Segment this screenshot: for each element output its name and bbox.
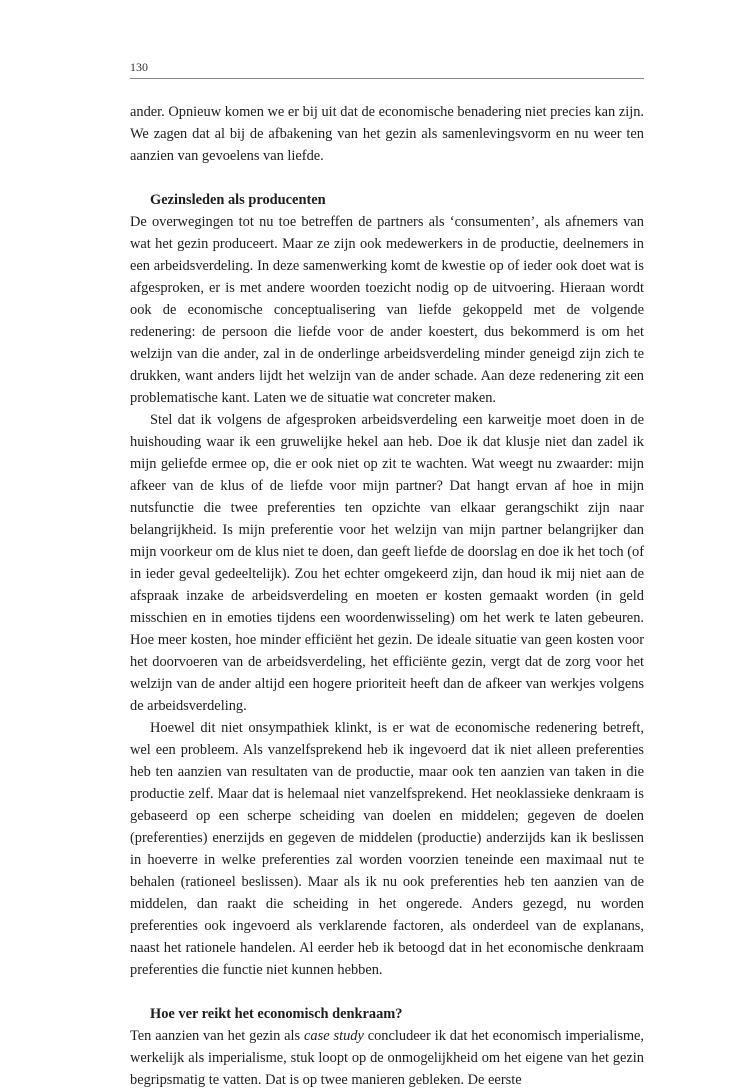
- section-heading-producers: Gezinsleden als producenten: [150, 192, 326, 208]
- paragraph-example: Stel dat ik volgens de afgesproken arbeidsverdeling een karweitje moet doen in de huishouding waar ik een gruwelijke hekel aan heb. Doe ik dat klusje niet dan zadel ik mijn geliefde ermee op, die er ook niet op zit te wachten. Wat weegt nu zwaarder: mijn afkeer van de klus of de liefde voor mijn partner? Dat hangt ervan af hoe in mijn nutsfunctie die twee preferenties ten opzichte van elkaar gerangschikt zijn naar belangrijkheid. Is mijn preferentie voor het welzijn van mijn partner belangrijker dan mijn voorkeur om de klus niet te doen, dan geeft liefde de doorslag en doe ik het toch (of in ieder geval gedeeltelijk). Zou het echter omgekeerd zijn, dan houd ik mij niet aan de afspraak inzake de arbeidsverdeling en moeten er kosten gemaakt worden (in geld misschien en in emoties tijdens een woordenwisseling) om het werk te laten gebeuren. Hoe meer kosten, hoe minder efficiënt het gezin. De ideale situatie van geen kosten voor het doorvoeren van de arbeidsverdeling, het efficiënte gezin, vergt dat de zorg voor het welzijn van de ander altijd een hogere prioriteit heeft dan de afkeer van werkjes volgens de arbeidsverdeling.: [130, 412, 644, 714]
- paragraph-problem: Hoewel dit niet onsympathiek klinkt, is er wat de economische redenering betreft, wel een probleem. Als vanzelfsprekend heb ik ingevoerd dat ik niet alleen preferenties heb ten aanzien van resultaten van de productie, maar ook ten aanzien van taken in die productie zelf. Maar dat is helemaal niet vanzelfsprekend. Het neoklassieke denkraam is gebaseerd op een scherpe scheiding van doelen en middelen; gegeven de doelen (preferenties) enerzijds en gegeven de middelen (productie) anderzijds kan ik beslissen in hoeverre in welke preferenties zal worden voorzien teneinde een maximaal nut te behalen (rationeel beslissen). Maar als ik nu ook preferenties heb ten aanzien van de middelen, dan raakt die scheiding in het ongerede. Anders gezegd, nu worden preferenties ook ingevoerd als verklarende factoren, als onderdeel van de explanans, naast het rationele handelen. Al eerder heb ik betoogd dat in het economische denkraam preferenties die functie niet kunnen hebben.: [130, 720, 644, 978]
- paragraph-producers: De overwegingen tot nu toe betreffen de partners als ‘consumenten’, als afnemers van wat het gezin produceert. Maar ze zijn ook medewerkers in de productie, deelnemers in een arbeidsverdeling. In deze samenwerking komt de kwestie op of ieder ook doet wat is afgesproken, er is met andere woorden toezicht nodig op de uitvoering. Hieraan wordt ook de economische conceptualisering van liefde gekoppeld met de volgende redenering: de persoon die liefde voor de ander koestert, dus bekommerd is om het welzijn van die ander, zal in de onderlinge arbeidsverdeling minder geneigd zijn zich te drukken, want anders lijdt het welzijn van de ander schade. Aan deze redenering zit een problematische kant. Laten we de situatie wat concreter maken.: [130, 214, 644, 406]
- conclusion-text-start: Ten aanzien van het gezin als: [130, 1028, 305, 1044]
- paragraph-conclusion: [130, 1025, 644, 1091]
- paragraph-intro: ander. Opnieuw komen we er bij uit dat de economische benadering niet precies kan zijn. We zagen dat al bij de afbakening van het gezin als samenlevingsvorm en nu weer ten aanzien van gevoelens van liefde.: [130, 104, 644, 164]
- section-gap: [130, 981, 644, 1003]
- document-page: [130, 60, 644, 1091]
- section-gap: [130, 167, 644, 189]
- page-number: 130: [130, 60, 148, 74]
- conclusion-text-end: concludeer ik dat het economisch imperialisme, werkelijk als imperialisme, stuk loopt op de onmogelijkheid om het eigene van het gezin begripsmatig te vatten. Dat is op twee manieren gebleken. De eerste: [130, 1028, 645, 1088]
- case-study-term: case study: [304, 1028, 364, 1044]
- section-heading-framework: Hoe ver reikt het economisch denkraam?: [150, 1006, 403, 1022]
- header-rule: [130, 78, 644, 79]
